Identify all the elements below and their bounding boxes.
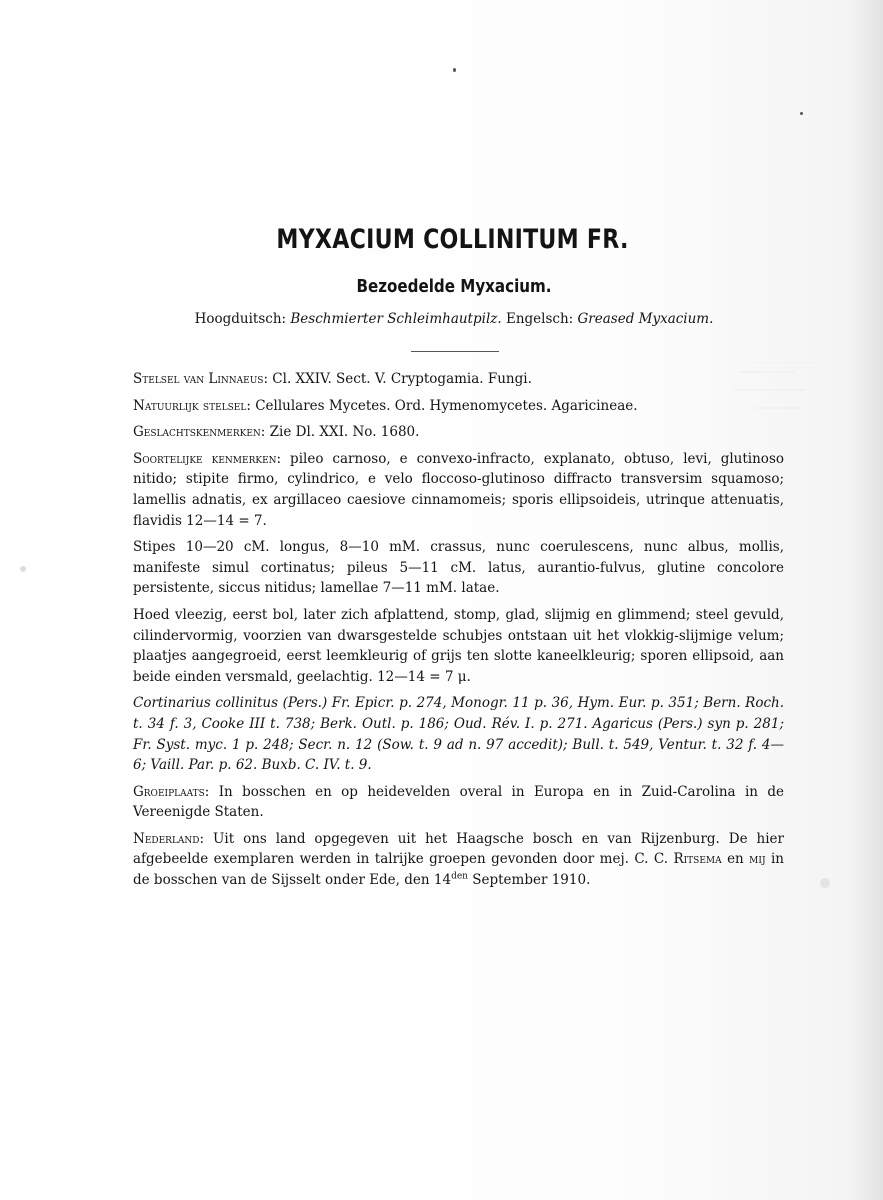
linnaeus-label: Stelsel van Linnaeus: [133,371,268,387]
linnaeus-paragraph [133,369,784,390]
page-title: MYXACIUM COLLINITUM FR. [276,224,629,255]
habitat-label: Groeiplaats: [133,783,210,800]
genus-label: Geslachtskenmerken: [133,424,266,441]
netherlands-paragraph [133,829,784,891]
species-label: Soortelijke kenmerken: [133,450,282,467]
description-body [133,369,784,897]
page-speck [820,878,830,888]
netherlands-text-end: September 1910. [472,872,591,889]
stipes-paragraph: Stipes 10—20 cM. longus, 8—10 mM. crassus, nunc coerulescens, nunc albus, mollis, manifeste simul cortinatus; pileus 5—11 cM. latus, aurantio-fulvus, glutine concolore persistente, siccus nitidus; lamellae 7—11 mM. latae. [133,539,784,597]
synonyms-paragraph: Cortinarius collinitus (Pers.) Fr. Epicr. p. 274, Monogr. 11 p. 36, Hym. Eur. p. 351; Bern. Roch. t. 34 f. 3, Cooke III t. 738; Berk. Outl. p. 186; Oud. Rév. I. p. 271. Agaricus (Pers.) syn p. 281; Fr. Syst. myc. 1 p. 248; Secr. n. 12 (Sow. t. 9 ad n. 97 accedit); Bull. t. 549, Ventur. t. 32 f. 4—6; Vaill. Par. p. 62. Buxb. C. IV. t. 9. [133,695,784,774]
habitat-paragraph [133,782,784,823]
natural-system-label: Natuurlijk stelsel: [133,397,251,414]
page-speck [453,68,456,72]
english-label: Engelsch: [505,311,574,327]
netherlands-text-after: in de bosschen van de Sijsselt onder Ede, den 14 [133,851,784,889]
page-speck [20,566,26,572]
netherlands-text-mid: en [727,851,744,868]
page-subtitle: Bezoedelde Myxacium. [356,276,552,297]
genus-text: Zie Dl. XXI. No. 1680. [269,424,420,441]
collector-name: Ritsema [673,851,722,868]
species-text: pileo carnoso, e convexo-infracto, explanato, obtuso, levi, glutinoso nitido; stipite firmo, cylindrico, e velo floccoso-glutinoso diffracto transversim squamoso; lamellis adnatis, ex argillaceo caesiove cinnamomeis; sporis ellipsoideis, utrinque attenuatis, flavidis 12—14 = 7. [133,450,784,529]
page-speck [800,112,803,115]
netherlands-text-before: Uit ons land opgegeven uit het Haagsche bosch en van Rijzenburg. De hier afgebeelde exemplaren werden in talrijke groepen gevonden door mej. C. C. [133,830,784,868]
natural-system-paragraph [133,396,784,417]
natural-system-text: Cellulares Mycetes. Ord. Hymenomycetes. Agaricineae. [255,397,638,414]
genus-paragraph [133,422,784,443]
linnaeus-text: Cl. XXIV. Sect. V. Cryptogamia. Fungi. [272,371,532,387]
german-label: Hoogduitsch: [194,311,287,327]
date-superscript: den [451,871,468,882]
vernacular-names [0,311,883,327]
habitat-text: In bosschen en op heidevelden overal in Europa en in Zuid-Carolina in de Vereenigde Staten. [133,783,784,821]
collector-self: mij [749,851,766,868]
species-paragraph [133,449,784,531]
netherlands-label: Nederland: [133,830,205,847]
dutch-description-paragraph: Hoed vleezig, eerst bol, later zich afplattend, stomp, glad, slijmig en glimmend; steel gevuld, cilindervormig, voorzien van dwarsgestelde schubjes ontstaan uit het vlokkig-slijmige velum; plaatjes aangegroeid, eerst leemkleurig of grijs ten slotte kaneelkleurig; sporen ellipsoid, aan beide einden versmald, geelachtig. 12—14 = 7 μ. [133,606,784,685]
divider-rule [411,351,499,352]
english-name: Greased Myxacium. [577,311,714,327]
german-name: Beschmierter Schleimhautpilz. [290,311,502,327]
